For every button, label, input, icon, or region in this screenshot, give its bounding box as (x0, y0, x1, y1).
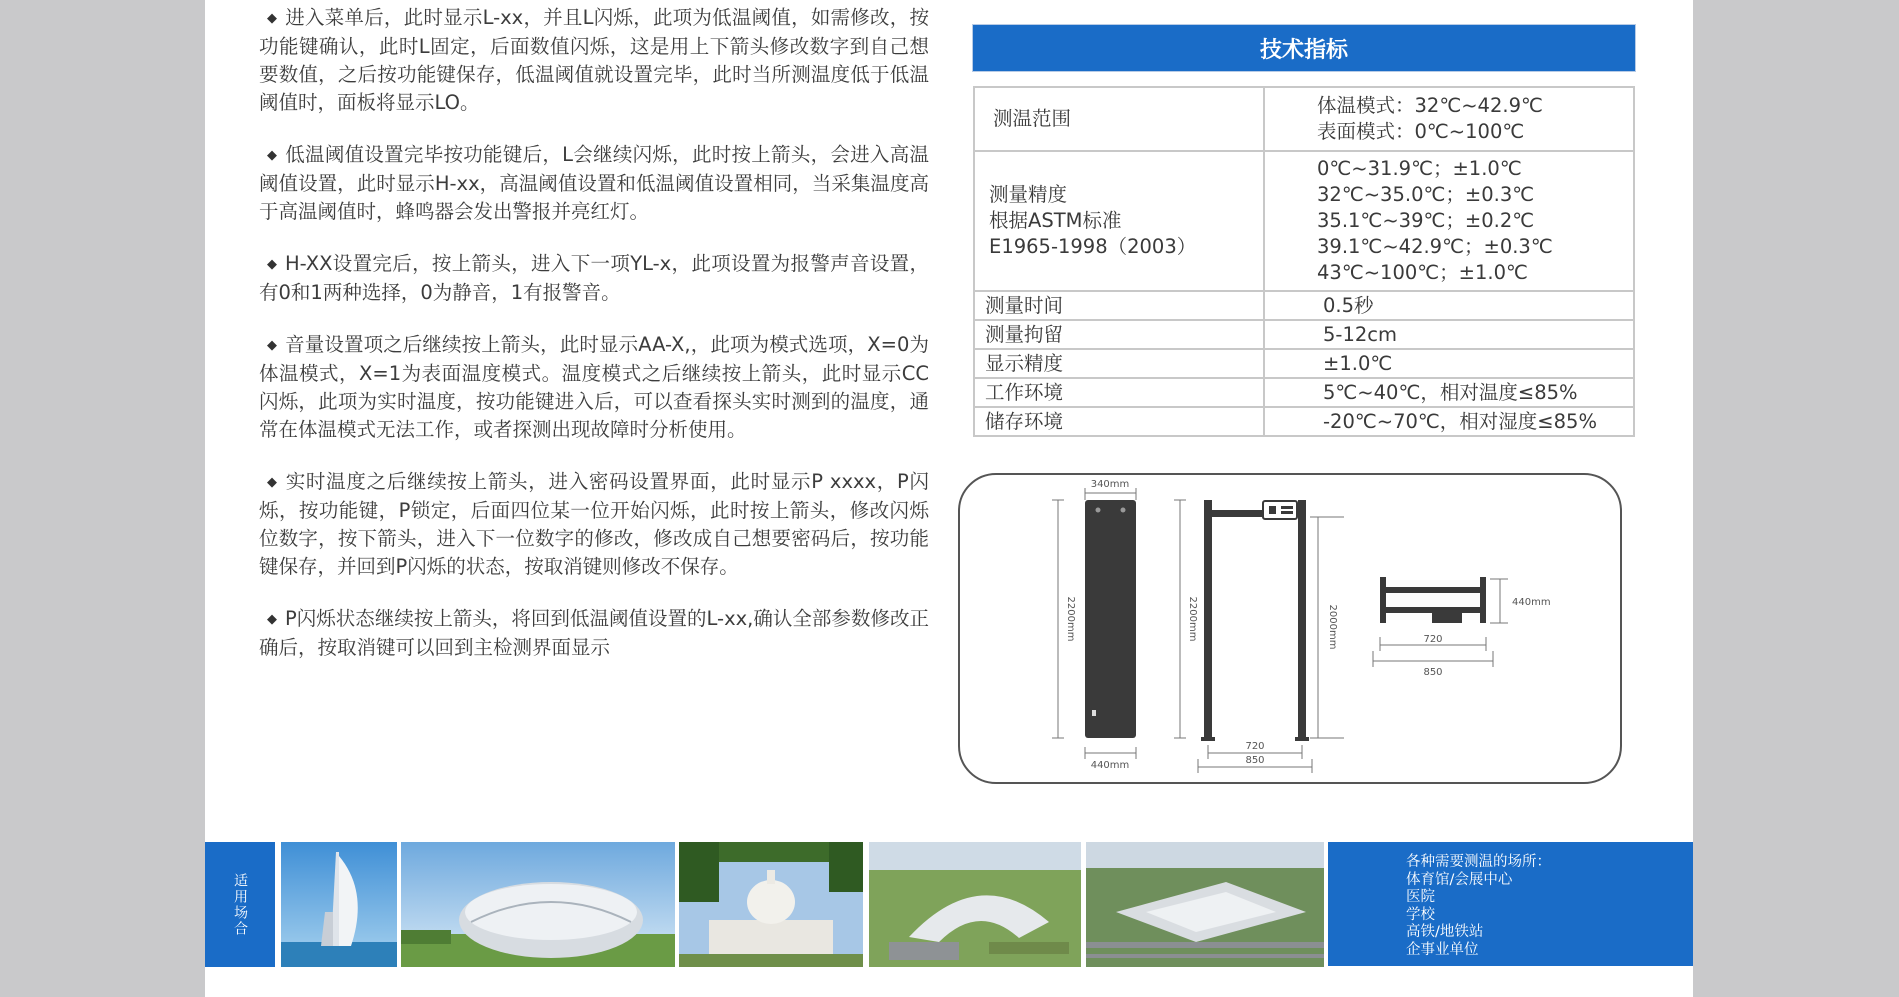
dimension-drawing-svg (960, 475, 1620, 782)
instruction-paragraph: ◆ 实时温度之后继续按上箭头，进入密码设置界面，此时显示P xxxx，P闪烁，按功能键，P锁定，后面四位某一位开始闪烁，此时按上箭头，修改闪烁位数字，按下箭头，进入下一位数字的修改，修改成自己想要密码后，按功能键保存，并回到P闪烁的状态，按取消键则修改不保存。 (259, 470, 929, 578)
spec-row (974, 320, 1634, 349)
place-item: 高铁/地铁站 (1406, 924, 1484, 940)
spec-label: 显示精度 (974, 349, 1264, 378)
photo-stadium (401, 842, 675, 967)
dim-side-depth: 440mm (1090, 760, 1130, 771)
spec-label: 测量精度 根据ASTM标准 E1965-1998（2003） (974, 151, 1264, 291)
brochure-page (205, 0, 1693, 997)
spec-value: 0.5秒 (1264, 291, 1634, 320)
spec-row (974, 291, 1634, 320)
places-panel (1328, 842, 1693, 966)
spec-value: 5℃~40℃，相对温度≤85% (1264, 378, 1634, 407)
spec-row (974, 349, 1634, 378)
dim-side-height: 2200mm (1065, 596, 1076, 642)
spec-table (973, 86, 1635, 437)
place-item: 企事业单位 (1406, 941, 1479, 958)
bullet-icon: ◆ (267, 11, 277, 26)
top-view-gate (1380, 577, 1486, 623)
dim-side-width: 340mm (1090, 479, 1130, 490)
spec-row (974, 407, 1634, 436)
instructions-column (259, 4, 929, 686)
photo-railway-station (1086, 842, 1324, 967)
spec-row-accuracy (974, 151, 1634, 291)
side-view-panel (1085, 500, 1136, 738)
instruction-paragraph: ◆ 进入菜单后，此时显示L-xx，并且L闪烁，此项为低温阈值，如需修改，按功能键确认，此时L固定，后面数值闪烁，这是用上下箭头修改数字到自己想要数值，之后按功能键保存，低温阈值就设置完毕，此时当所测温度低于低温阈值时，面板将显示LO。 (259, 6, 929, 114)
bullet-icon: ◆ (267, 257, 277, 272)
instruction-paragraph: ◆ H-XX设置完后，按上箭头，进入下一项YL-x，此项设置为报警声音设置，有0和1两种选择，0为静音，1有报警音。 (259, 252, 929, 304)
bullet-icon: ◆ (267, 475, 277, 490)
dim-front-height: 2200mm (1187, 596, 1198, 642)
application-label: 适用场合 (205, 842, 275, 967)
spec-label: 测量时间 (974, 291, 1264, 320)
place-item: 学校 (1406, 906, 1435, 923)
photo-burj-al-arab (281, 842, 397, 967)
dim-top-outer-width: 850 (1423, 667, 1443, 678)
instruction-paragraph: ◆ 音量设置项之后继续按上箭头，此时显示AA-X,，此项为模式选项，X=0为体温模式，X=1为表面温度模式。温度模式之后继续按上箭头，此时显示CC闪烁，此项为实时温度，按功能键进入后，可以查看探头实时测到的温度，通常在体温模式无法工作，或者探测出现故障时分析使用。 (259, 333, 929, 441)
place-item: 体育馆/会展中心 (1406, 871, 1513, 888)
places-title: 各种需要测温的场所： (1406, 854, 1551, 870)
dim-top-depth: 440mm (1512, 597, 1551, 608)
bullet-icon: ◆ (267, 148, 277, 163)
dim-inner-height: 2000mm (1327, 604, 1338, 650)
spec-row (974, 378, 1634, 407)
spec-value: 5-12cm (1264, 320, 1634, 349)
spec-label: 储存环境 (974, 407, 1264, 436)
dim-front-inner-width: 720 (1245, 741, 1265, 752)
spec-label: 测量拘留 (974, 320, 1264, 349)
dimension-drawing (958, 473, 1622, 784)
front-view-gate (1201, 500, 1309, 741)
spec-value: 0℃~31.9℃；±1.0℃ 32℃~35.0℃；±0.3℃ 35.1℃~39℃；±0.2℃ 39.1℃~42.9℃；±0.3℃ 43℃~100℃；±1.0℃ (1264, 151, 1634, 291)
spec-label: 工作环境 (974, 378, 1264, 407)
dim-top-inner-width: 720 (1423, 634, 1443, 645)
spec-value: -20℃~70℃，相对湿度≤85% (1264, 407, 1634, 436)
bullet-icon: ◆ (267, 612, 277, 627)
photo-airport (869, 842, 1081, 967)
place-item: 医院 (1406, 889, 1435, 905)
instruction-paragraph: ◆ P闪烁状态继续按上箭头，将回到低温阈值设置的L-xx,确认全部参数修改正确后，按取消键可以回到主检测界面显示 (259, 607, 929, 659)
instruction-paragraph: ◆ 低温阈值设置完毕按功能键后，L会继续闪烁，此时按上箭头，会进入高温阈值设置，此时显示H-xx，高温阈值设置和低温阈值设置相同，当采集温度高于高温阈值时，蜂鸣器会发出警报并亮红灯。 (259, 143, 929, 223)
spec-row-range (974, 87, 1634, 151)
photo-capitol (679, 842, 863, 967)
spec-title: 技术指标 (972, 24, 1636, 72)
spec-value: 体温模式：32℃~42.9℃ 表面模式：0℃~100℃ (1264, 87, 1634, 151)
spec-label: 测温范围 (974, 87, 1264, 151)
spec-value: ±1.0℃ (1264, 349, 1634, 378)
dim-front-outer-width: 850 (1245, 755, 1265, 766)
bullet-icon: ◆ (267, 338, 277, 353)
